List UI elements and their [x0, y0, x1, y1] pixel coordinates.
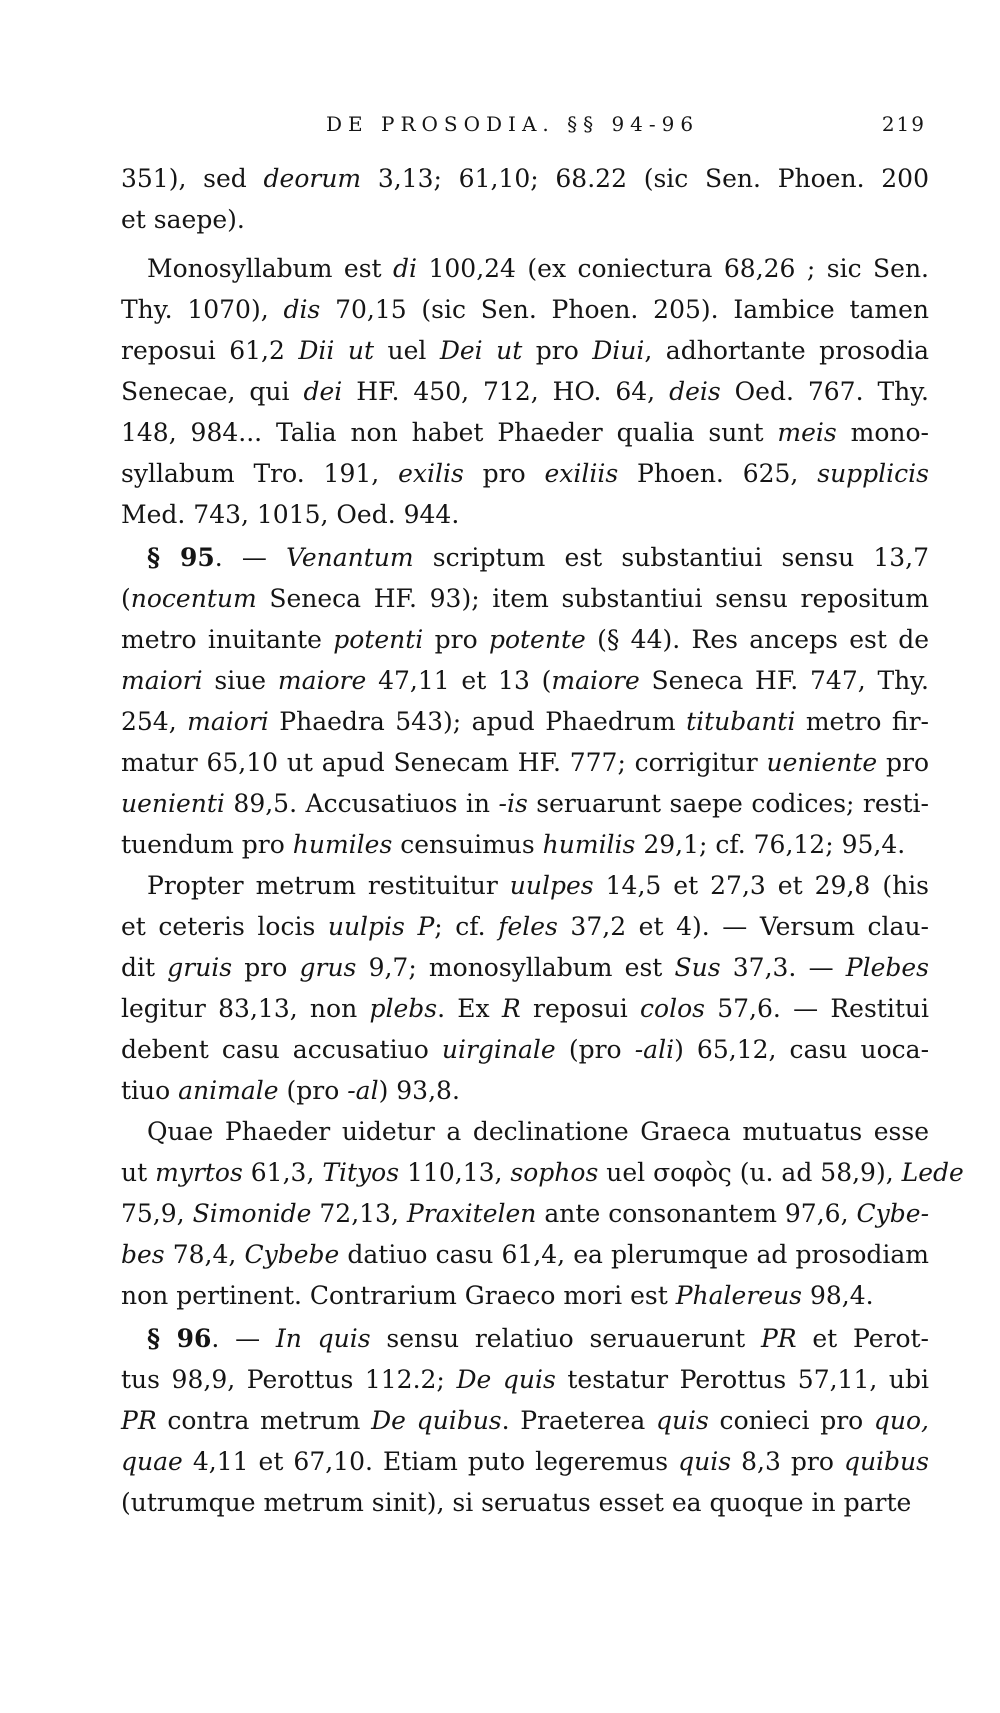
text-line — [121, 289, 929, 330]
text-segment: 8,3 pro — [731, 1447, 844, 1476]
page-number: 219 — [881, 112, 926, 136]
text-line — [121, 412, 929, 453]
italic-text: Cybe- — [856, 1199, 930, 1228]
text-segment: Phoen. 625, — [618, 459, 818, 488]
italic-text: deorum — [263, 164, 362, 193]
italic-text: -al — [347, 1076, 379, 1105]
italic-text: feles — [498, 912, 558, 941]
text-segment: 37,3. — — [720, 953, 846, 982]
text-segment: contra metrum — [156, 1406, 372, 1435]
text-segment: non pertinent. Contrarium Graeco mori est — [121, 1281, 676, 1310]
text-line — [121, 988, 929, 1029]
italic-text: grus — [299, 953, 357, 982]
text-segment: pro — [463, 459, 545, 488]
italic-text: maiore — [277, 666, 367, 695]
italic-text: Diui — [592, 336, 645, 365]
italic-text: Cybebe — [244, 1240, 340, 1269]
text-segment: censuimus — [392, 830, 543, 859]
text-segment: matur 65,10 ut apud Senecam HF. 777; corrigitur — [121, 748, 767, 777]
text-segment: 89,5. Accusatiuos in — [224, 789, 499, 818]
text-segment: 70,15 (sic Sen. Phoen. 205). Iambice tamen — [320, 295, 929, 324]
text-segment: . — — [211, 1324, 276, 1353]
text-segment: 3,13; 61,10; 68.22 (sic Sen. Phoen. 200 — [361, 164, 929, 193]
italic-text: supplicis — [817, 459, 929, 488]
italic-text: quis — [655, 1406, 709, 1435]
text-segment: Med. 743, 1015, Oed. 944. — [121, 500, 460, 529]
italic-text: Venantum — [286, 543, 414, 572]
text-segment: 75,9, — [121, 1199, 193, 1228]
text-line — [121, 1193, 929, 1234]
text-line — [121, 1441, 929, 1482]
text-segment: et ceteris locis — [121, 912, 328, 941]
italic-text: humiles — [292, 830, 393, 859]
italic-text: quis — [678, 1447, 732, 1476]
italic-text: humilis — [542, 830, 636, 859]
text-segment: . Praeterea — [501, 1406, 656, 1435]
text-line — [121, 248, 929, 289]
text-segment: . — — [214, 543, 287, 572]
text-segment: et Perot- — [796, 1324, 929, 1353]
text-segment: pro — [232, 953, 300, 982]
text-segment: ante consonantem 97,6, — [536, 1199, 857, 1228]
text-segment: 110,13, — [399, 1158, 511, 1187]
italic-text: In quis — [275, 1324, 371, 1353]
text-segment: Propter metrum restituitur — [147, 871, 510, 900]
text-segment: (utrumque metrum sinit), si seruatus esset ea quoque in parte — [121, 1488, 912, 1517]
text-segment: ) 93,8. — [378, 1076, 460, 1105]
text-segment: 61,3, — [242, 1158, 323, 1187]
text-segment: Thy. 1070), — [121, 295, 284, 324]
text-segment: conieci pro — [708, 1406, 874, 1435]
text-line — [121, 783, 929, 824]
italic-text: potenti — [333, 625, 424, 654]
text-line — [121, 1070, 929, 1111]
text-segment: (pro — [278, 1076, 348, 1105]
italic-text: -is — [498, 789, 528, 818]
text-segment: sensu relatiuo seruauerunt — [370, 1324, 761, 1353]
italic-text: exilis — [398, 459, 464, 488]
text-segment: Monosyllabum est — [147, 254, 394, 283]
text-segment: 14,5 et 27,3 et 29,8 (his — [593, 871, 929, 900]
text-line — [121, 947, 929, 988]
italic-text: R — [501, 994, 521, 1023]
text-line — [121, 1234, 929, 1275]
text-segment: 9,7; monosyllabum est — [356, 953, 675, 982]
text-line — [121, 158, 929, 199]
page-header — [120, 112, 940, 148]
text-segment: uel — [374, 336, 440, 365]
text-line — [121, 1111, 929, 1152]
text-segment: 351), sed — [121, 164, 264, 193]
text-segment: 78,4, — [164, 1240, 245, 1269]
italic-text: plebs — [369, 994, 438, 1023]
italic-text: Dei ut — [439, 336, 523, 365]
italic-text: potente — [488, 625, 586, 654]
text-line — [121, 494, 929, 535]
italic-text: di — [393, 254, 418, 283]
italic-text: bes — [121, 1240, 165, 1269]
text-segment: 37,2 et 4). — Versum clau- — [557, 912, 930, 941]
italic-text: De quibus — [371, 1406, 502, 1435]
text-segment: ) 65,12, casu uoca- — [674, 1035, 930, 1064]
text-segment: siue — [202, 666, 278, 695]
italic-text: quibus — [843, 1447, 929, 1476]
text-segment: 254, — [121, 707, 188, 736]
text-segment: scriptum est substantiui sensu 13,7 — [413, 543, 929, 572]
text-segment: pro — [423, 625, 489, 654]
text-segment: testatur Perottus 57,11, ubi — [555, 1365, 929, 1394]
italic-text: quae — [121, 1447, 183, 1476]
text-segment: datiuo casu 61,4, ea plerumque ad prosodiam — [339, 1240, 930, 1269]
italic-text: Phalereus — [675, 1281, 802, 1310]
italic-text: deis — [669, 377, 721, 406]
text-segment: et saepe). — [121, 205, 245, 234]
text-segment: . Ex — [437, 994, 502, 1023]
italic-text: PR — [121, 1406, 157, 1435]
text-segment: uel σοφὸς (u. ad 58,9), — [598, 1158, 902, 1187]
text-line — [121, 619, 929, 660]
italic-text: meis — [777, 418, 837, 447]
text-segment: 98,4. — [802, 1281, 874, 1310]
italic-text: titubanti — [686, 707, 796, 736]
italic-text: ueniente — [766, 748, 878, 777]
text-line — [121, 1359, 929, 1400]
italic-text: Lede — [901, 1158, 964, 1187]
italic-text: maiore — [551, 666, 640, 695]
text-segment: Senecae, qui — [121, 377, 304, 406]
text-line — [121, 660, 929, 701]
text-segment: HF. 450, 712, HO. 64, — [342, 377, 670, 406]
text-segment: mono- — [836, 418, 929, 447]
italic-text: dis — [283, 295, 321, 324]
text-segment: , adhortante prosodia — [644, 336, 929, 365]
text-line — [121, 1400, 929, 1441]
text-segment: Oed. 767. Thy. — [720, 377, 929, 406]
text-segment: Seneca HF. 93); item substantiui sensu repositum — [256, 584, 929, 613]
text-segment: ( — [121, 584, 131, 613]
text-segment: reposui — [520, 994, 641, 1023]
text-segment: 72,13, — [311, 1199, 407, 1228]
italic-text: -ali — [634, 1035, 675, 1064]
italic-text: uulpis P — [327, 912, 435, 941]
text-line — [121, 865, 929, 906]
text-segment: Quae Phaeder uidetur a declinatione Graeca mutuatus esse — [147, 1117, 929, 1146]
italic-text: maiori — [121, 666, 203, 695]
text-segment: dit — [121, 953, 168, 982]
text-line — [121, 537, 929, 578]
italic-text: Plebes — [845, 953, 929, 982]
text-segment: seruarunt saepe codices; resti- — [527, 789, 929, 818]
text-line — [121, 824, 929, 865]
text-line — [121, 578, 929, 619]
italic-text: myrtos — [155, 1158, 243, 1187]
text-line — [121, 453, 929, 494]
text-segment: (§ 44). Res anceps est de — [585, 625, 929, 654]
text-line — [121, 701, 929, 742]
running-title: DE PROSODIA. §§ 94-96 — [326, 112, 700, 136]
text-segment: legitur 83,13, non — [121, 994, 370, 1023]
text-line — [121, 742, 929, 783]
text-segment: ut — [121, 1158, 156, 1187]
text-line — [121, 906, 929, 947]
italic-text: maiori — [187, 707, 269, 736]
italic-text: uulpes — [509, 871, 594, 900]
italic-text: Praxitelen — [406, 1199, 537, 1228]
italic-text: PR — [760, 1324, 797, 1353]
italic-text: Tityos — [322, 1158, 400, 1187]
text-segment: Phaedra 543); apud Phaedrum — [268, 707, 687, 736]
text-segment: 100,24 (ex coniectura 68,26 ; sic Sen. — [417, 254, 929, 283]
text-line — [121, 1152, 964, 1193]
text-line — [121, 1275, 929, 1316]
text-segment: tuendum pro — [121, 830, 293, 859]
italic-text: uirginale — [441, 1035, 556, 1064]
italic-text: nocentum — [130, 584, 257, 613]
text-segment: 4,11 et 67,10. Etiam puto legeremus — [182, 1447, 679, 1476]
text-segment: syllabum Tro. 191, — [121, 459, 399, 488]
text-segment: tiuo — [121, 1076, 179, 1105]
text-segment: tus 98,9, Perottus 112.2; — [121, 1365, 457, 1394]
italic-text: Dii ut — [298, 336, 374, 365]
text-segment: metro inuitante — [121, 625, 334, 654]
text-segment: 57,6. — Restitui — [704, 994, 929, 1023]
text-segment: (pro — [555, 1035, 635, 1064]
italic-text: De quis — [456, 1365, 556, 1394]
italic-text: gruis — [167, 953, 233, 982]
italic-text: colos — [640, 994, 705, 1023]
text-segment: 148, 984... Talia non habet Phaeder qualia sunt — [121, 418, 778, 447]
italic-text: uenienti — [121, 789, 225, 818]
text-line — [121, 199, 929, 240]
text-line — [121, 1029, 929, 1070]
section-mark: § 96 — [147, 1324, 212, 1353]
text-line — [121, 330, 929, 371]
italic-text: animale — [178, 1076, 279, 1105]
italic-text: sophos — [510, 1158, 599, 1187]
text-segment: pro — [877, 748, 930, 777]
section-mark: § 95 — [147, 543, 215, 572]
italic-text: Sus — [674, 953, 721, 982]
text-line — [121, 1482, 929, 1523]
text-segment: ; cf. — [434, 912, 499, 941]
text-segment: reposui 61,2 — [121, 336, 299, 365]
italic-text: Simonide — [192, 1199, 312, 1228]
italic-text: exiliis — [544, 459, 619, 488]
text-segment: 29,1; cf. 76,12; 95,4. — [635, 830, 906, 859]
text-segment: debent casu accusatiuo — [121, 1035, 442, 1064]
text-segment: pro — [522, 336, 593, 365]
text-line — [121, 1318, 929, 1359]
text-line — [121, 371, 929, 412]
text-segment: Seneca HF. 747, Thy. — [639, 666, 929, 695]
italic-text: quo, — [873, 1406, 929, 1435]
text-segment: metro fir- — [795, 707, 929, 736]
italic-text: dei — [303, 377, 343, 406]
text-segment: 47,11 et 13 ( — [366, 666, 552, 695]
